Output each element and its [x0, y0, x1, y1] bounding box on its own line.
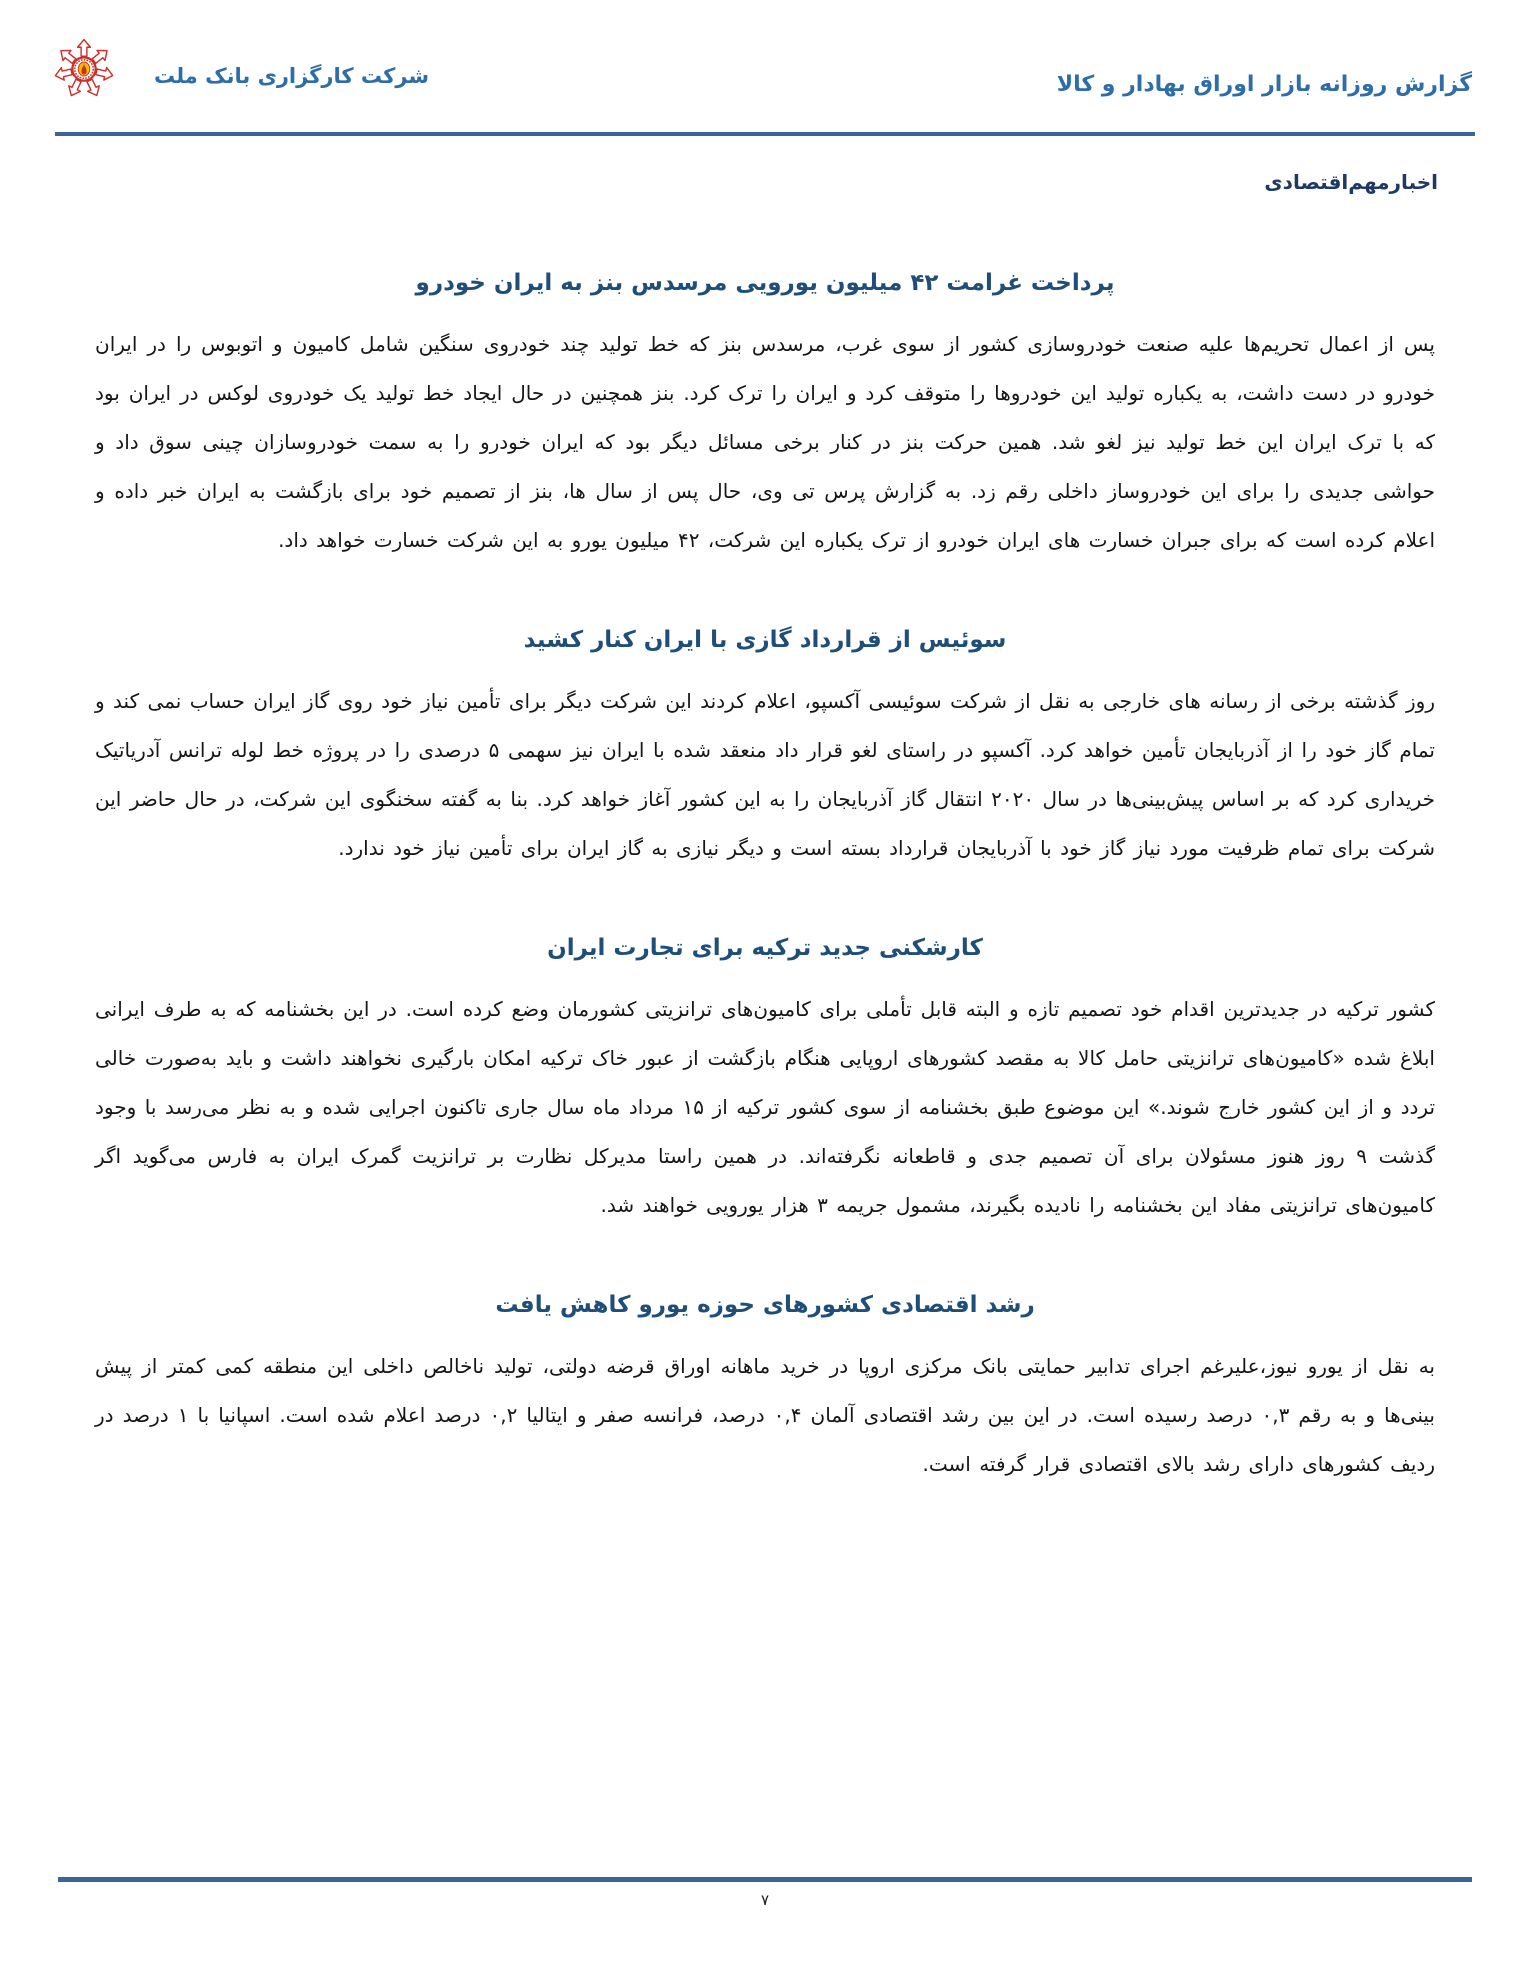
company-name: شرکت کارگزاری بانک ملت	[154, 64, 430, 88]
header-divider	[55, 132, 1475, 136]
news-articles	[0, 194, 1530, 1489]
page-number: ۷	[760, 1891, 770, 1909]
article-body: کشور ترکیه در جدیدترین اقدام خود تصمیم تازه و البته قابل تأملی برای کامیون‌های ترانزیتی کشورمان وضع کرده است. در این بخشنامه که به طرف ایرانی ابلاغ شده «کامیون‌های ترانزیتی حامل کالا به مقصد کشورهای اروپایی هنگام بازگشت از عبور خاک ترکیه امکان بارگیری نخواهند داشت و باید به‌صورت خالی تردد و از این کشور خارج شوند.» این موضوع طبق بخشنامه از سوی کشور ترکیه از ۱۵ مرداد ماه سال جاری تاکنون اجرایی شده و به نظر می‌رسد با وجود گذشت ۹ روز هنوز مسئولان برای آن تصمیم جدی و قاطعانه نگرفته‌اند. در همین راستا مدیرکل نظارت بر ترانزیت گمرک ایران به فارس می‌گوید اگر کامیون‌های ترانزیتی مفاد این بخشنامه را نادیده بگیرند، مشمول جریمه ۳ هزار یورویی خواهند شد.	[95, 997, 1436, 1217]
news-article	[95, 270, 1435, 565]
page-footer	[0, 1877, 1530, 1969]
article-headline: پرداخت غرامت ۴۲ میلیون یورویی مرسدس بنز به ایران خودرو	[415, 270, 1115, 296]
article-headline: رشد اقتصادی کشورهای حوزه یورو کاهش یافت	[495, 1292, 1035, 1318]
article-headline: کارشکنی جدید ترکیه برای تجارت ایران	[547, 935, 983, 961]
section-title: اخبارمهم‌اقتصادی	[1264, 170, 1438, 194]
article-body: روز گذشته برخی از رسانه های خارجی به نقل از شرکت سوئیسی آکسپو، اعلام کردند این شرکت دیگر برای تأمین نیاز خود روی گاز ایران حساب نمی کند و تمام گاز خود را از آذربایجان تأمین خواهد کرد. آکسپو در راستای لغو قرار داد منعقد شده با ایران نیز سهمی ۵ درصدی را در پروژه خط لوله ترانس آدریاتیک خریداری کرد که بر اساس پیش‌بینی‌ها در سال ۲۰۲۰ انتقال گاز آذربایجان را به این کشور آغاز خواهد کرد. بنا به گفته سخنگوی این شرکت، در حال حاضر این شرکت برای تمام ظرفیت مورد نیاز گاز خود با آذربایجان قرارداد بسته است و دیگر نیازی به گاز ایران برای تأمین نیاز خود ندارد.	[95, 689, 1435, 860]
news-article	[95, 935, 1435, 1230]
article-body: به نقل از یورو نیوز،علیرغم اجرای تدابیر حمایتی بانک مرکزی اروپا در خرید ماهانه اوراق قرضه دولتی، تولید ناخالص داخلی این منطقه کمی کمتر از پیش بینی‌ها و به رقم ۰,۳ درصد رسیده است. در این بین رشد اقتصادی آلمان ۰,۴ درصد، فرانسه صفر و ایتالیا ۰,۲ درصد اعلام شده است. اسپانیا با ۱ درصد در ردیف کشورهای دارای رشد بالای اقتصادی قرار گرفته است.	[95, 1354, 1435, 1476]
page-header	[0, 0, 1530, 108]
news-article	[95, 627, 1435, 873]
article-headline: سوئیس از قرارداد گازی با ایران کنار کشید	[523, 627, 1007, 653]
brand	[52, 30, 429, 108]
bank-mellat-logo-icon	[52, 30, 116, 108]
footer-divider	[58, 1877, 1472, 1882]
report-title: گزارش روزانه بازار اوراق بهادار و کالا	[1056, 71, 1472, 97]
article-body: پس از اعمال تحریم‌ها علیه صنعت خودروسازی کشور از سوی غرب، مرسدس بنز که خط تولید چند خودروی سنگین شامل کامیون و اتوبوس را در ایران خودرو در دست داشت، به یکباره تولید این خودروها را متوقف کرد و ایران را ترک کرد. بنز همچنین در حال ایجاد خط تولید یک خودروی لوکس در ایران بود که با ترک ایران این خط تولید نیز لغو شد. همین حرکت بنز در کنار برخی مسائل دیگر بود که ایران خودرو را به سمت خودروسازان چینی سوق داد و حواشی جدیدی را برای این خودروساز داخلی رقم زد. به گزارش پرس تی وی، حال پس از سال ها، بنز از تصمیم خود برای بازگشت به ایران خبر داده و اعلام کرده است که برای جبران خسارت های ایران خودرو از ترک یکباره این شرکت، ۴۲ میلیون یورو به این شرکت خسارت خواهد داد.	[95, 332, 1435, 552]
news-article	[95, 1292, 1435, 1489]
